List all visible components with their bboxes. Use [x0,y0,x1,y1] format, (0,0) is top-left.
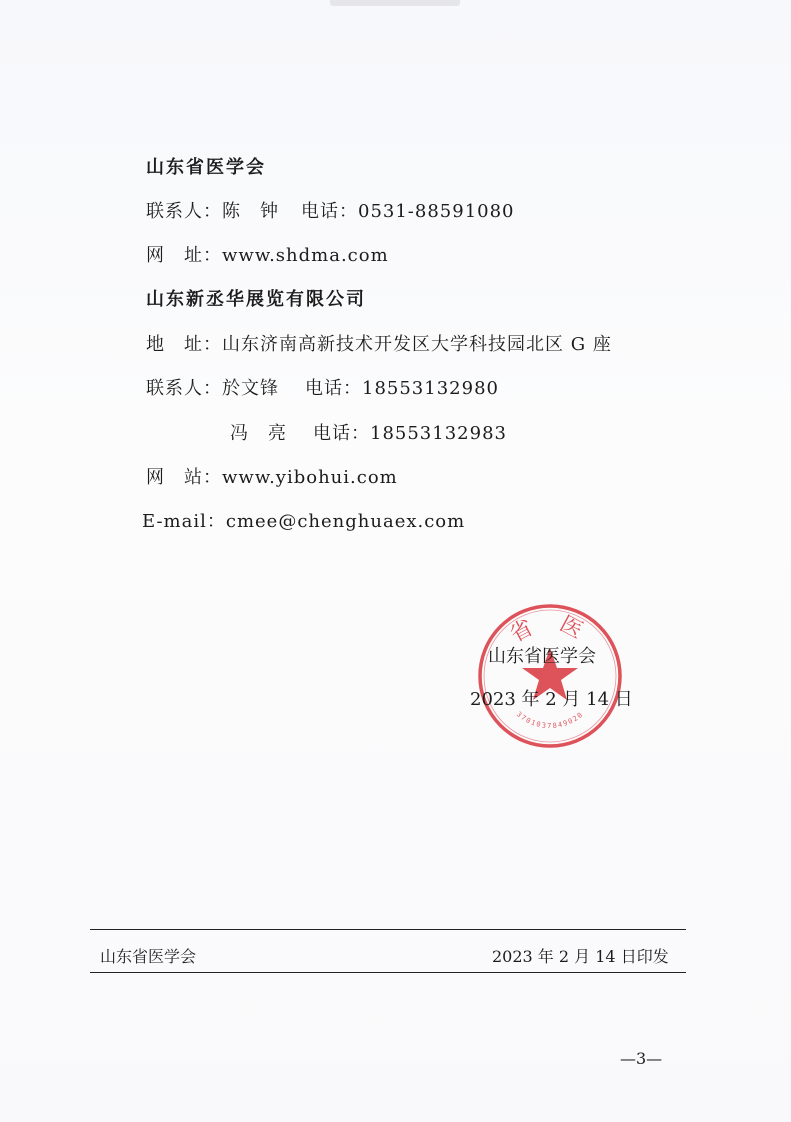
org2-site-label: 网 站： [146,467,222,488]
org1-web[interactable]: www.shdma.com [222,245,389,266]
org2-site-line [146,466,398,490]
org2-contact2-phone: 18553132983 [370,423,507,444]
org2-contact2-phone-label: 电话： [313,423,370,444]
org2-email[interactable]: cmee@chenghuaex.com [225,511,466,532]
org2-contact1-name: 於文锋 [222,378,279,399]
signature-org: 山东省医学会 [488,646,596,667]
footer-top-rule [90,929,686,930]
footer-bottom-rule [90,972,686,973]
org1-name: 山东省医学会 [146,157,266,178]
signature-date: 2023 年 2 月 14 日 [470,689,633,710]
org2-email-label: E-mail： [142,511,226,532]
org2-name: 山东新丞华展览有限公司 [146,289,366,310]
org1-web-label: 网 址： [146,245,222,266]
org1-contact: 联系人：陈 钟 [146,201,279,222]
org2-email-line [142,510,465,534]
org2-address: 山东济南高新技术开发区大学科技园北区 G 座 [222,334,612,355]
org2-address-line [146,333,612,357]
page-number: —3— [620,1049,663,1068]
org2-contact-label: 联系人： [146,378,222,399]
org2-contact2-line [230,422,507,446]
org2-contact1-line [146,377,499,401]
seal-code: 3701037849020 [514,710,586,730]
org2-address-label: 地 址： [146,334,222,355]
footer-issue-date: 2023 年 2 月 14 日印发 [492,947,669,966]
org2-site[interactable]: www.yibohui.com [222,467,398,488]
org1-web-line [146,244,389,268]
official-seal [474,600,626,752]
seal-top-text: 省 医 [506,611,594,648]
org1-contact-line [146,200,515,224]
org1-phone-label: 电话： [301,201,358,222]
org1-phone: 0531-88591080 [358,201,515,222]
org2-contact2-name: 冯 亮 [230,423,287,444]
footer-issuer: 山东省医学会 [100,947,197,966]
scan-mark [330,0,460,6]
org2-contact1-phone: 18553132980 [362,378,499,399]
org2-contact1-phone-label: 电话： [305,378,362,399]
